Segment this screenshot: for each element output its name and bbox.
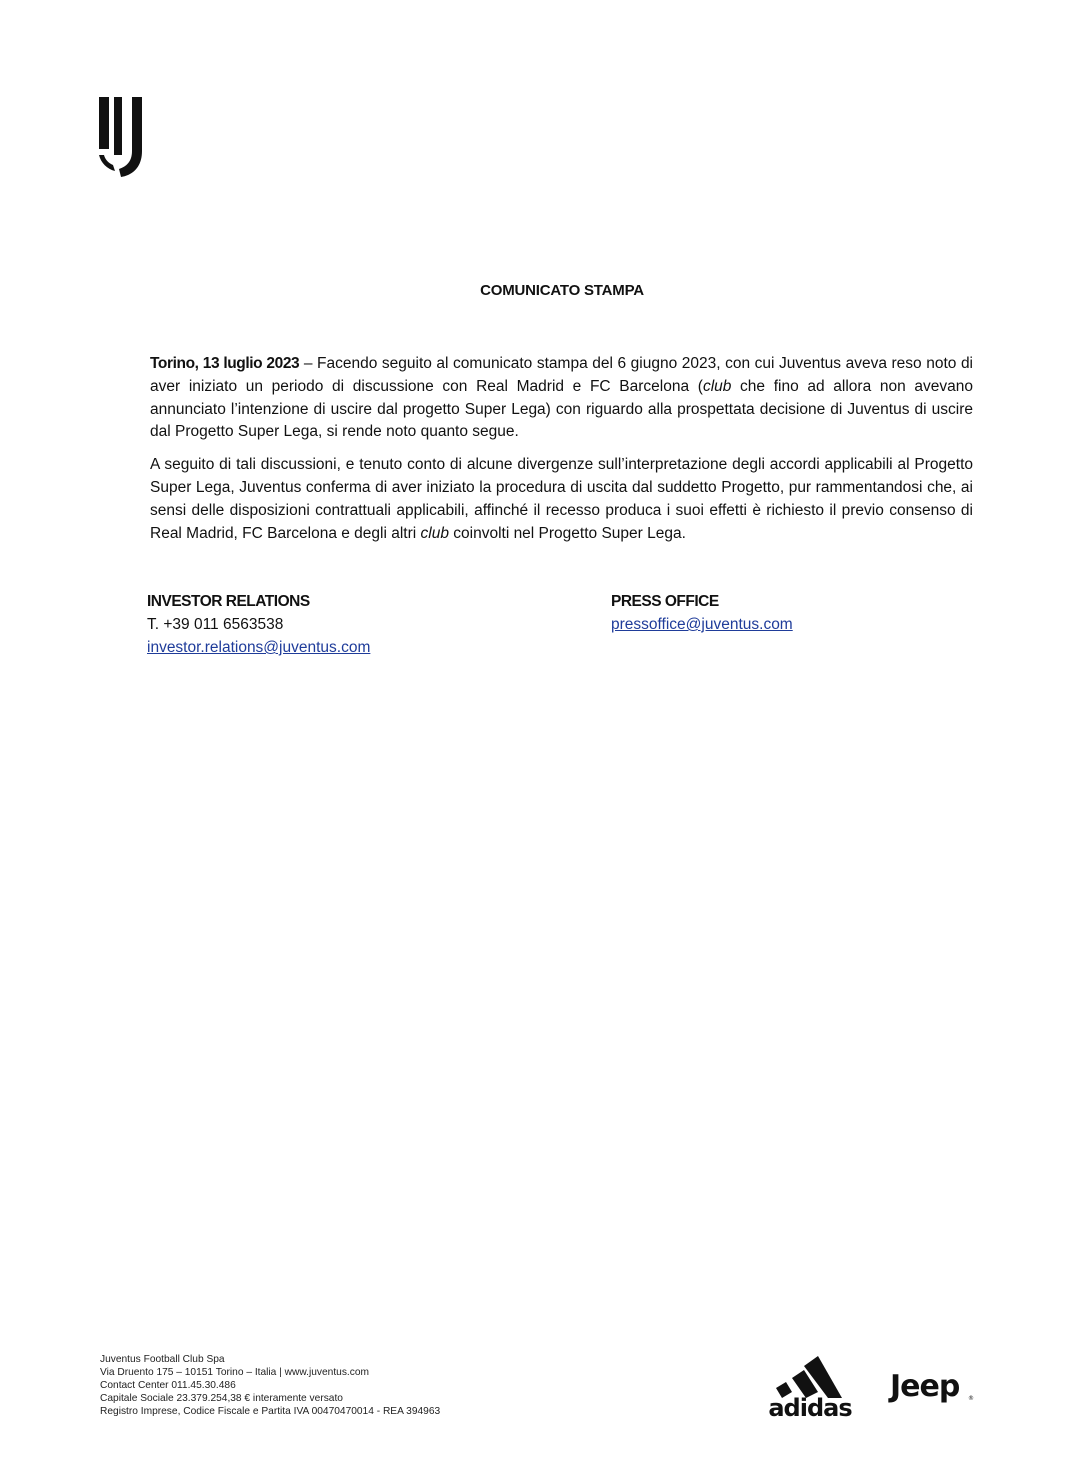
footer-company-info (100, 1353, 440, 1418)
svg-text:®: ® (968, 1395, 974, 1402)
investor-relations-contact (147, 590, 370, 659)
press-office-contact (611, 590, 793, 636)
footer-line: Capitale Sociale 23.379.254,38 € interamente versato (100, 1393, 343, 1404)
svg-text:adidas: adidas (768, 1394, 852, 1418)
footer-line: Juventus Football Club Spa (100, 1354, 225, 1365)
footer-line: Contact Center 011.45.30.486 (100, 1380, 236, 1391)
paragraph-1: Torino, 13 luglio 2023 – Facendo seguito al comunicato stampa del 6 giugno 2023, con cui Juventus aveva reso noto di aver iniziato un periodo di discussione con Real Madrid e FC Barcelona (club che fino ad allora non avevano annunciato l’intenzione di uscire dal progetto Super Lega) con riguardo alla prospettata decisione di Juventus di uscire dal Progetto Super Lega, si rende noto quanto segue. (150, 355, 974, 441)
svg-text:Jeep: Jeep (890, 1369, 960, 1404)
dateline: Torino, 13 luglio 2023 (150, 355, 300, 372)
jeep-logo-icon (888, 1366, 976, 1406)
footer-line: Registro Imprese, Codice Fiscale e Partita IVA 00470470014 - REA 394963 (100, 1406, 441, 1417)
investor-relations-heading: INVESTOR RELATIONS (147, 593, 310, 610)
page-title: COMUNICATO STAMPA (480, 282, 644, 299)
press-office-email-link[interactable]: pressoffice@juventus.com (611, 616, 793, 633)
footer-line: Via Druento 175 – 10151 Torino – Italia | www.juventus.com (100, 1367, 370, 1378)
investor-email-link[interactable]: investor.relations@juventus.com (147, 639, 371, 656)
juventus-logo-icon (97, 95, 153, 177)
investor-phone: T. +39 011 6563538 (147, 616, 284, 633)
press-office-heading: PRESS OFFICE (611, 593, 719, 610)
adidas-logo-icon (762, 1354, 858, 1418)
press-release-body (150, 353, 973, 555)
paragraph-2: A seguito di tali discussioni, e tenuto conto di alcune divergenze sull’interpretazione degli accordi applicabili al Progetto Super Lega, Juventus conferma di aver iniziato la procedura di uscita dal suddetto Progetto, pur rammentandosi che, ai sensi delle disposizioni contrattuali applicabili, affinché il recesso produca i suoi effetti è richiesto il previo consenso di Real Madrid, FC Barcelona e degli altri club coinvolti nel Progetto Super Lega. (150, 456, 973, 542)
